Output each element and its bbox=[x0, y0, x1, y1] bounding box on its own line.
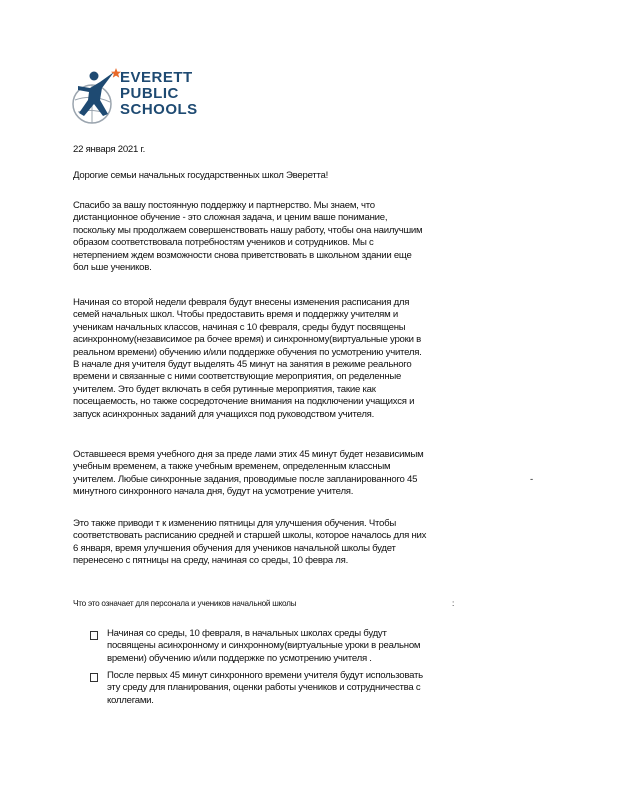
text-line: Начиная со второй недели февраля будут внесены изменения расписания для bbox=[73, 297, 410, 308]
text-line: перенесено с пятницы на среду, начиная со среды, 10 февра ля. bbox=[73, 555, 349, 567]
text-line: запуск асинхронных заданий для учащихся под руководством учителя. bbox=[73, 408, 375, 420]
text-line: реальном времени) обучению и/или поддержке обучения по усмотрению учителя. bbox=[73, 346, 422, 358]
letter-date: 22 января 2021 г. bbox=[73, 144, 145, 155]
paragraph-4 bbox=[73, 518, 426, 568]
text-line: учителем. Это будет включать в себя рутинные мероприятия, такие как bbox=[73, 383, 376, 395]
text-line: времени) обучению и/или поддержке по усмотрению учителя . bbox=[107, 652, 372, 664]
text-line: коллегами. bbox=[107, 694, 154, 706]
text-line: посвящены асинхронному и синхронному(виртуальные уроки в реальном bbox=[107, 640, 421, 652]
text-line: Это также приводи т к изменению пятницы для улучшения обучения. Чтобы bbox=[73, 518, 396, 529]
text-line: посещаемость, но также сосредоточение внимания на подключении учащихся и bbox=[73, 396, 415, 408]
text-line: времени и связанные с ними соответствующие мероприятия, оп ределенные bbox=[73, 371, 402, 383]
list-item bbox=[107, 670, 423, 707]
logo-emblem-icon bbox=[70, 66, 122, 128]
hyphen-mark: - bbox=[530, 474, 533, 485]
text-line: семей начальных школ. Чтобы предоставить время и поддержку учителям и bbox=[73, 309, 398, 321]
section-heading-colon: : bbox=[452, 599, 455, 608]
bullet-marker-icon bbox=[90, 673, 98, 682]
text-line: В начале дня учителя будут выделять 45 минут на занятия в режиме реального bbox=[73, 359, 412, 371]
text-line: асинхронному(независимое ра бочее время) и синхронному(виртуальные уроки в bbox=[73, 334, 421, 346]
text-line: дистанционное обучение - это сложная задача, и ценим ваше понимание, bbox=[73, 212, 388, 224]
logo-line-3: SCHOOLS bbox=[120, 101, 198, 118]
logo-wordmark bbox=[120, 70, 198, 118]
text-line: Спасибо за вашу постоянную поддержку и партнерство. Мы знаем, что bbox=[73, 200, 375, 211]
bullet-marker-icon bbox=[90, 631, 98, 640]
section-heading: Что это означает для персонала и учеников начальной школы bbox=[73, 599, 297, 608]
text-line: учителем. Любые синхронные задания, проводимые после запланированного 45 bbox=[73, 473, 418, 485]
text-line: После первых 45 минут синхронного времени учителя будут использовать bbox=[107, 670, 423, 681]
text-line: нетерпением ждем возможности снова приветствовать в школьном здании еще bbox=[73, 249, 412, 261]
text-line: минутного синхронного начала дня, будут на усмотрение учителя. bbox=[73, 486, 354, 498]
text-line: Оставшееся время учебного дня за преде лами этих 45 минут будет независимым bbox=[73, 449, 424, 460]
text-line: образом соответствовала потребностям учеников и сотрудников. Мы с bbox=[73, 237, 374, 249]
everett-public-schools-logo bbox=[70, 66, 220, 128]
text-line: Начиная со среды, 10 февраля, в начальных школах среды будут bbox=[107, 628, 387, 639]
text-line: 6 января, время улучшения обучения для учеников начальной школы будет bbox=[73, 542, 396, 554]
text-line: учебным временем, а также учебным временем, определенным классным bbox=[73, 461, 391, 473]
letter-greeting: Дорогие семьи начальных государственных школ Эверетта! bbox=[73, 170, 329, 181]
text-line: соответствовать расписанию средней и старшей школы, которое началось для них bbox=[73, 530, 427, 542]
paragraph-2 bbox=[73, 297, 422, 421]
list-item bbox=[107, 628, 420, 665]
logo-line-2: PUBLIC bbox=[120, 85, 179, 102]
logo-line-1: EVERETT bbox=[120, 69, 193, 86]
text-line: поскольку мы продолжаем совершенствовать нашу работу, чтобы она наилучшим bbox=[73, 224, 423, 236]
text-line: бол ьше учеников. bbox=[73, 262, 152, 274]
paragraph-3 bbox=[73, 449, 424, 499]
text-line: ученикам начальных классов, начиная с 10 февраля, среды будут посвящены bbox=[73, 321, 406, 333]
paragraph-1 bbox=[73, 200, 422, 274]
text-line: эту среду для планирования, оценки работы учеников и сотрудничества с bbox=[107, 682, 421, 694]
